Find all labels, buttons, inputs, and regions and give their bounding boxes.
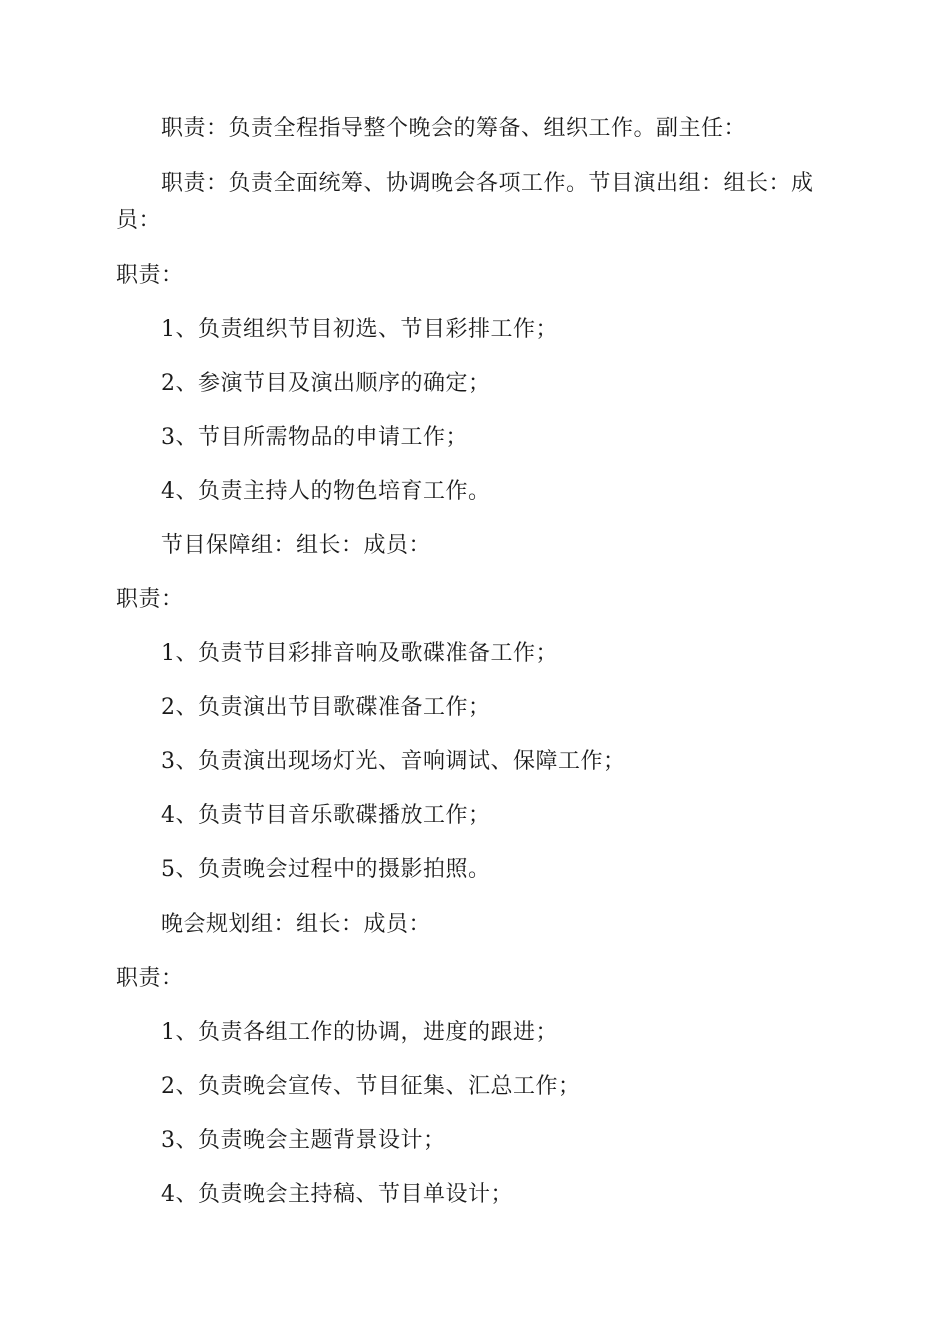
planning-duty-item-3: 3、负责晚会主题背景设计； [161, 1128, 446, 1153]
support-duty-item-4: 4、负责节目音乐歌碟播放工作； [161, 803, 491, 828]
paragraph-vice-director-duty: 职责：负责全面统筹、协调晚会各项工作。节目演出组：组长：成 [161, 171, 814, 196]
support-duty-item-1: 1、负责节目彩排音响及歌碟准备工作； [161, 641, 558, 666]
planning-duty-item-2: 2、负责晚会宣传、节目征集、汇总工作； [161, 1074, 581, 1099]
support-duty-item-5: 5、负责晚会过程中的摄影拍照。 [161, 857, 491, 882]
planning-duty-item-4: 4、负责晚会主持稿、节目单设计； [161, 1182, 513, 1207]
support-duty-item-3: 3、负责演出现场灯光、音响调试、保障工作； [161, 749, 626, 774]
planning-duty-item-1: 1、负责各组工作的协调，进度的跟进； [161, 1020, 558, 1045]
performance-duty-item-1: 1、负责组织节目初选、节目彩排工作； [161, 317, 558, 342]
paragraph-director-duty: 职责：负责全程指导整个晚会的筹备、组织工作。副主任： [161, 116, 747, 141]
performance-duty-item-2: 2、参演节目及演出顺序的确定； [161, 371, 491, 396]
support-group-duty-heading: 职责： [116, 587, 184, 612]
paragraph-vice-director-duty-cont: 员： [116, 208, 162, 233]
performance-duty-item-4: 4、负责主持人的物色培育工作。 [161, 479, 491, 504]
support-duty-item-2: 2、负责演出节目歌碟准备工作； [161, 695, 491, 720]
support-group-heading: 节目保障组：组长：成员： [161, 533, 432, 558]
performance-group-duty-heading: 职责： [116, 263, 184, 288]
performance-duty-item-3: 3、节目所需物品的申请工作； [161, 425, 468, 450]
planning-group-duty-heading: 职责： [116, 966, 184, 991]
planning-group-heading: 晚会规划组：组长：成员： [161, 912, 432, 937]
